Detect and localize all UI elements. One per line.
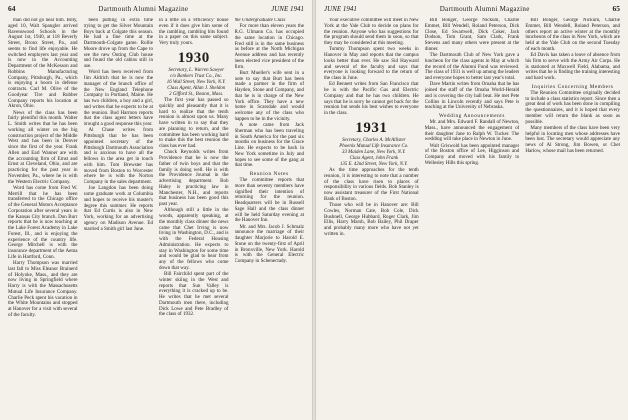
paragraph: Those who will be in Hanover are: Bill Cowles, Norman Cate, Bob Cole, Dick Bushnell, George Hubbard, Roger Clark, Jim Ellis, Harry Marsh, Bob Bailey, Phil Draper and probably many more who have not yet written in. [324,202,419,237]
paragraph: The Reunion Committee originally decided to include a class statistics report. Since then a great deal of work has been done in compiling the questionnaires, and it is hoped that every member will return the blank as soon as possible. [525,89,621,125]
paragraph: Ed Bennett writes from San Francisco that he is with the Pacific Gas and Electric Company and that he has two children. He says that he is sorry he cannot get back for the reunion but sends his best wishes to everyone in the class. [324,81,419,116]
left-issue-date: JUNE 1941 [271,5,304,13]
secretary-line: 33 Maiden Lane, New York, N.Y. [342,149,406,155]
left-page [0,0,312,420]
right-column-2 [425,18,520,414]
paragraph: man did not go near him. Billy, aged 10, Walt Spangler arrived Ravenswood Schools in the August 1st, 1940, at 118 Beverly Street, Bronx Street, Pa., and seems to find life enjoyable. He switched employers last year and is now in the Accounting Department of the McKesson and Robbins Manufacturing Company, Pittsburgh, Pa., which is enjoying a boom in defense contracts. Carl M. Olive of the Goodyear Tire and Rubber Company reports his location at Akron, Ohio. [8,18,78,110]
paragraph: Your executive committee will meet in New York at the Yale Club to decide on plans for the reunion. Anyone who has suggestions for the program should send them in soon, so that they may be considered at this meeting. [324,18,419,46]
left-column-1 [8,18,78,414]
paragraph: Burt Mueller's wife sent in a note to say that Burt has been made a partner in the firm of Hayden, Stone and Company, and that he is in charge of the New York office. They have a new home in Scarsdale and would welcome any of the class who happen to be in the vicinity. [234,69,304,122]
secretary-line: Secretary, Charles A. McAllister [342,137,406,143]
agent-line: Class Agent, Allan J. Sheldon [167,86,226,92]
left-column-2 [84,18,154,414]
paragraph: Chuck Reynolds writes from Providence that he is now the father of twin boys and that the family is doing well. He is with the Providence Journal in the advertising department. Bob Haley is practicing law in Manchester, N.H., and reports that business has been good this past year. [159,149,229,208]
class-year-heading: 1930 [177,49,210,66]
paragraph: A note came from Jack Sherman who has been traveling in South America for the past six months on business for the Grace Line. He expects to be back in New York sometime in July and hopes to see some of the gang at that time. [234,122,304,169]
secretary-line: 16 Wall Street, New York, N.Y. [166,79,226,85]
left-columns [8,18,304,414]
paragraph: The first year has passed so quickly and pleasantly that it is hard to realize that the tenth reunion is almost upon us. Many have written in to say that they are planning to return, and the committee has been working hard to make this the best reunion the class has ever had. [159,97,229,150]
paragraph: Although still a little in the woods, apparently speaking, at the monthly class dinner the news came that Chet Irving is now living in Washington, D.C., and is with the Federal Housing Administration. He expects to stay in Washington for some time and would be glad to hear from any of the fellows who come down that way. [159,207,229,271]
secretary-line: c/o Bankers Trust Co., Inc. [169,73,223,79]
paragraph: Al Chase writes from Pittsburgh that he has been appointed secretary of the Pittsburgh Dartmouth Association and is anxious to have all the fellows in the area get in touch with him. Tom Brewster has moved from Boston to Worcester where he is with the Norton Company in the sales department. [83,127,153,185]
paragraph: Bill Bonger, George Nickum, Charlie Emmet, Bill Wendell, Roland Peterson, and others report an active winter at the monthly luncheons of the class in New York, which are held at the Yale Club on the second Tuesday of each month. [525,18,621,52]
right-page-number: 65 [612,4,620,13]
paragraph: Tommy Thompson spent two weeks in Hanover in May and reports that the campus looks better than ever. He saw Sid Hayward and several of the faculty and says that everyone is looking forward to the return of the class in June. [324,46,419,81]
right-column-3 [525,18,620,414]
paragraph: The Dartmouth Club of New York gave a luncheon for the class agents in May at which the record of the Alumni Fund was reviewed. The class of 1931 is well up among the leaders and everyone hopes to better last year's total. [424,52,520,81]
right-running-head [324,4,620,16]
paragraph: Mr. and Mrs. Jacob J. Schmalz announce the marriage of their daughter Marjorie to Harold E. Stone on the twenty-first of April in Bronxville, New York. Harold is with the General Electric Company in Schenectady. [234,223,304,265]
left-running-head [8,4,304,16]
right-magazine-title: Dartmouth Alumni Magazine [439,5,530,13]
right-columns [324,18,620,414]
agent-address: 2 Gifford St., Boston, Mass. [169,92,224,98]
class-year-heading: 1931 [355,119,388,136]
paragraph: Ed Davis has taken a leave of absence from his firm to serve with the Army Air Corps. He is stationed at Maxwell Field, Alabama, and writes that he is finding the training interesting and hard work. [525,52,621,81]
paragraph: Mr. and Mrs. Edward F. Randall of Newton, Mass., have announced the engagement of their daughter Jane to Ralph W. Tucker. The wedding will take place in Newton in June. [424,119,520,143]
paragraph: Bill Bonger, George Nickum, Charlie Emmet, Bill Wendell, Roland Peterson, Dick Close, Ed Swartwell, Dick Coker, Jack Dodson, Tom Grant, Sam Clark, Frank Stevens and many others were present at the dinner. [424,18,520,52]
left-page-number: 64 [8,4,16,13]
agent-line: Class Agent, John Frank [349,156,399,162]
agent-address: 135 E. 42nd Street, New York, N.Y. [339,162,408,168]
paragraph: Dave Martin writes from Omaha that he has joined the staff of the Omaha World-Herald and is covering the city hall beat. He met Pete Collins in Lincoln recently and says Pete is teaching at the University of Nebraska. [424,81,520,111]
secretary-line: Secretary, L. Warren Sawyer [168,67,225,73]
right-issue-date: JUNE 1941 [324,5,357,13]
section-heading: Wedding Announcements [439,113,505,119]
left-column-3 [159,18,229,414]
paragraph: been putting in extra time trying to get the Silver Mountain Boys back at Colgate this season. He had a fine time at the Dartmouth-Colgate game. Rollie Moore drove up from the Cape to see the new Outing Club house and found the old cabins still in use. [83,18,153,69]
paragraph: Word has come from Fred W. Merrill that he has been transferred to the Chicago office of the General Motors Acceptance Corporation after several years in the Kansas City branch. Don Burr reports that he is now teaching at the Lake Forest Academy in Lake Forest, Ill., and is enjoying the experience of the country life. George Mitchell is with the insurance department of the Aetna Life in Hartford, Conn. [8,184,78,260]
paragraph: News of the class has been fairly plentiful this month. Walter L. Smith writes that he has been working all winter on the big construction project of the Middle West and has been in Denver since the first of the year. Frank Allen and Earl Wanner are with the accounting firm of Ernst and Ernst at Cleveland, Ohio, and are practicing for the past year in November, Pa., where he is with the Western Electric Company. [8,109,78,185]
paragraph: Many members of the class have been very helpful in locating men whose addresses have been lost. The secretary would appreciate any news of Al Strong, Jim Bowen, or Chet Harlow, whose mail has been returned. [525,124,621,154]
paragraph: in a little on a 'efficiency' house even if it does give him some of the rambling, rambling bits found in a paper on this same subject. Very truly yours. [159,18,229,46]
paragraph: Joe Langdon has been doing some graduate work at Columbia and hopes to receive his master's degree this summer. He reports that Ed Curtis is also in New York, working for an advertising agency on Madison Avenue. Ed married a Smith girl last June. [83,185,153,232]
paragraph: the Undergraduate Class [234,18,286,23]
paragraph: Bill Fairchild spent part of the winter skiing in the West and reports that Sun Valley is everything it is cracked up to be. He writes that he met several Dartmouth men there, including Dick Lowe and Pete Bradley of the class of 1932. [159,271,229,318]
section-heading: Inquiries Concerning Members [531,83,614,90]
paragraph: Word has been received from Jim Aldrich that he is now the manager of the branch office of the New England Telephone Company in Portland, Maine. He has two children, a boy and a girl, and writes that he expects to be at the reunion. Bud Harmon reports that the class agent letters have brought a good response this year. [83,69,153,127]
paragraph: The committee reports that more than seventy members have signified their intention of returning for the reunion. Headquarters will be in Russell Sage Hall and the class dinner will be held Saturday evening at the Hanover Inn. [234,177,304,224]
paragraph: Walt Griswold has been appointed manager of the Boston office of Lee, Higginson and Company and moved with his family to Wellesley Hills this spring. [424,142,520,166]
secretary-line: Phoenix Mutual Life Insurance Co. [339,143,409,149]
left-column-4 [235,18,305,414]
paragraph: For more than eleven years the R.G. Ulmann Co. has occupied the same location in Chicago. Fred still is in the same business as before at the North Michigan Avenue address and has recently been elected vice president of the firm. [234,23,304,70]
section-heading: Reunion Notes [249,171,289,177]
left-magazine-title: Dartmouth Alumni Magazine [98,5,189,13]
paragraph: Harry Thompson was married last fall to Miss Eleanor Brainerd of Holyoke, Mass., and they are now living in Springfield where Harry is with the Massachusetts Mutual Life Insurance Company. Charlie Peck spent his vacation in the White Mountains and stopped at Hanover for a visit with several of the faculty. [8,260,78,318]
right-page [316,0,628,420]
paragraph: As the time approaches for the tenth reunion, it is interesting to note that a number of the class have risen to places of responsibility in various fields. Bob Stanley is now assistant treasurer of the First National Bank of Boston. [324,167,419,202]
right-column-1 [324,18,419,414]
